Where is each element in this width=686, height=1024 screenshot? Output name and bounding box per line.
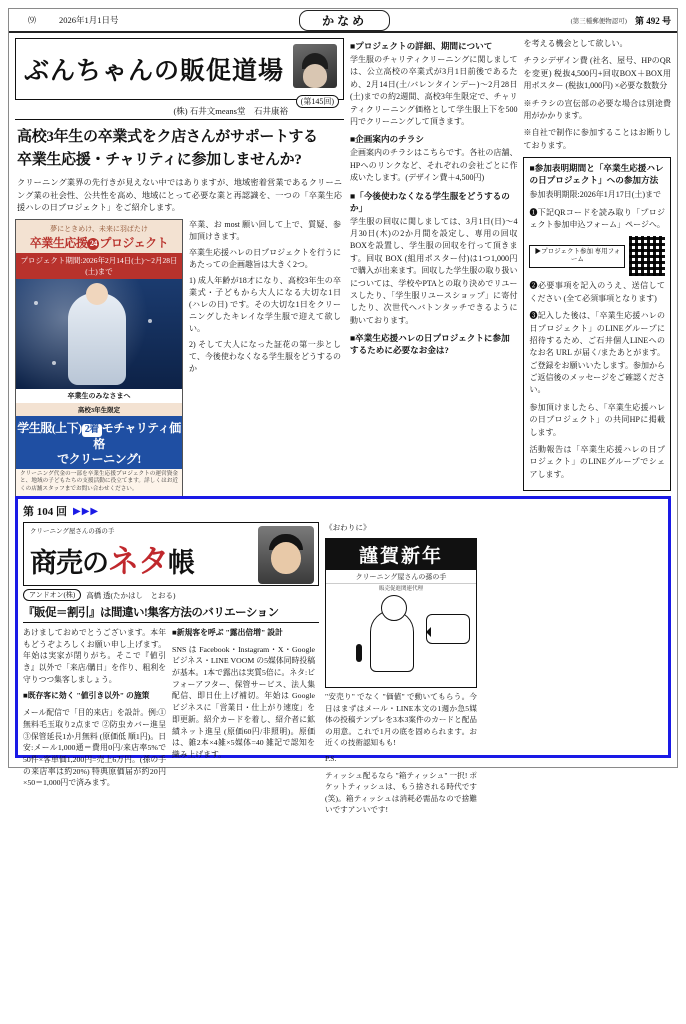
flyer-photo — [16, 279, 182, 389]
qr-code-icon[interactable] — [629, 236, 665, 276]
column-middle — [350, 38, 517, 493]
flyer-period: プロジェクト期間:2026年2月14日(土)〜2月28日(土)まで — [16, 253, 182, 279]
column-body — [23, 627, 319, 794]
column-body-col-2 — [172, 627, 315, 794]
application-form-button[interactable]: ▶プロジェクト参加 専用フォーム — [529, 245, 625, 268]
chevron-right-icon: ▶▶▶ — [73, 505, 100, 517]
postal-approval: (第三種郵便物認可) — [570, 17, 627, 25]
article-headline — [15, 120, 344, 175]
episode-counter: (第145回) — [296, 95, 339, 108]
company-tag: アンドオン(株) — [23, 589, 81, 601]
newspaper-page — [8, 8, 678, 814]
flyer-title-main: 卒業生応援 — [29, 236, 88, 251]
article-paragraph: 卒業、お most 願い回して上で、質疑、参加頂けきます。 — [189, 220, 341, 242]
section-heading: ■「今後使わなくなる学生服をどうするのか」 — [349, 190, 510, 213]
flyer-offer-item: 学生服(上下) — [17, 421, 82, 436]
flyer-offer — [16, 416, 182, 469]
article-paragraph: 1) 成人年齢が18才になり、高校3年生の卒業式・子どもから大人になる大切な1日 (ハレの日) です。その大切な1日をクリーニングしたキレイな学生服で迎えて欲しい。 — [189, 276, 341, 334]
flyer-title-tail: プロジェクト — [99, 236, 169, 251]
flyer-photo-figure — [68, 293, 126, 385]
application-step: ❷必要事項を記入のうえ、送信してください (全て必須事項となります) — [529, 281, 666, 303]
ad-illustration — [326, 592, 476, 688]
author-name: 高橋 透(たかはし とおる) — [86, 590, 176, 600]
application-box — [523, 157, 671, 491]
byline: (株) 石井文means堂 石井康裕 — [15, 100, 344, 120]
highlight-right — [325, 522, 477, 820]
ad-shop-line: 販売促進関連代理 — [378, 586, 423, 593]
sparkle-icon — [52, 361, 56, 365]
section-paragraph: ※自社で制作に参加することはお断りしております。 — [523, 128, 672, 150]
application-deadline: 参加表明期限:2026年1月17日(土)まで — [529, 190, 662, 200]
section-paragraph: 学生服の回収に関しましては、3月1日(日)〜4月30日(木)の2か月間を設定し、専用の回収BOXを設置し、学生服の回収を行って頂きます。回収 BOX (組用ポスター付)は1つ1,000円で購入が出来ます。回収した学生服の取り扱いについては、学校やPTAとの取り決めでリユースしたり、「学生服リユースショップ」に寄付したり、次世代へバトンタッチできるように動いております。 — [349, 216, 518, 325]
page-content — [9, 33, 677, 814]
application-step: ❶下記QRコードを読み取り「プロジェクト参加申込フォーム」ページへ。 — [529, 207, 666, 229]
sparkle-icon — [148, 319, 152, 323]
ps-body: ティッシュ配るなら "箱ティッシュ" 一択! ポケットティッシュは、もう捨される時代です(笑)。箱ティッシュは消耗必需品なので捨難いですアンいです! — [325, 770, 477, 814]
highlight-header — [23, 503, 663, 519]
column-paragraph: メール配信で「目的来店」を設計。例:①無料毛玉取り2点まで ②防虫カバー進呈 ③保管延長1か月無料 (原価低 順1円)。日安:メール1,000通＝費用0円/来店率5%で50件×客単価1,200円=売上6万円。(孫の手の来店率は約20%) 特典原価届が約20円×50＝1,000円で済みます。 — [23, 708, 166, 788]
issue-date: 2026年1月1日号 — [59, 15, 119, 25]
application-step: 参加頂けましたら、「卒業生応援ハレの日プロジェクト」の共同HPに掲載します。 — [529, 402, 666, 437]
section-paragraph: 学生服のチャリティクリーニングに関しましては、公立高校の卒業式が3月1日前後であるため、2月14日(土/バレンタインデー)〜2月28日(土)までの約2週間、高校3年生限定で、チャリティクリーニング価格として学生服上下を500円でクリーニングして頂きます。 — [349, 55, 518, 126]
application-step: ❸記入した後は、「卒業生応援ハレの日プロジェクト」のLINEグループに招待するため、ご石井個人LINEへのなお名 URL が届く/またあとがます。ご登録をお願いいたします。参加からご返信後のメッセージをご確認ください。 — [529, 311, 666, 395]
column-right — [523, 38, 671, 493]
column-body-col-1 — [23, 627, 166, 794]
highlighted-article — [15, 496, 671, 814]
flyer-grade: 高校3年生限定 — [16, 403, 182, 416]
headline-line-1: 高校3年生の卒業式をク店さんがサポートする — [17, 129, 318, 145]
column-logo-tail: 帳 — [168, 548, 194, 579]
new-year-ad — [325, 538, 477, 688]
highlight-left — [23, 522, 319, 820]
flyer-badge: 24 — [87, 238, 99, 250]
top-columns — [15, 38, 671, 493]
masthead — [9, 9, 677, 33]
column-logo-title — [30, 536, 194, 581]
section-paragraph: ※チラシの宣伝部の必要な場合は別途費用がかかります。 — [523, 98, 672, 120]
section-paragraph: を考える機会として欲しい。 — [523, 39, 628, 48]
highlight-right-text — [325, 522, 477, 533]
sparkle-icon — [34, 301, 38, 305]
flyer-tagline: 夢にときめけ、未来に羽ばたけ — [50, 225, 148, 234]
ad-character-icon — [370, 610, 414, 672]
flyer-note: クリーニング代金の一部を卒業生応援プロジェクトの運営資金と、地域の子どもたちの支援活動に役立てます。詳しくはお近くの店舗スタッフまでお問い合わせください。 — [20, 470, 178, 492]
article-banner — [15, 38, 344, 106]
section-paragraph: チラシデザイン費 (社名、屋号、HPのQRを変更) 税抜4,500円+回収BOX＋BOX用用ポスター (税抜1,000円) ×必要な数数分 — [523, 56, 672, 91]
flyer-offer-main: モチャリティ価格 — [93, 421, 181, 451]
flyer-caption: 卒業生のみなさまへ — [16, 389, 182, 403]
headline-line-2: 卒業生応援・チャリティに参加しませんか? — [17, 151, 302, 168]
column-logo-accent: ネタ — [108, 544, 168, 580]
highlight-right-text-2 — [325, 691, 477, 815]
issue-number: 第 492 号 — [634, 15, 671, 26]
campaign-flyer — [15, 219, 183, 501]
article-lead: クリーニング業界の先行きが見えない中ではありますが、地域密着営業であるクリーニング業の社会性、公共性を高め、地域にとって必要な業と再認識を、一つの「卒業生応援ハレの日プロジェクト」をご紹介します。 — [17, 178, 342, 213]
application-box-title: ■参加表明期間と「卒業生応援ハレの日プロジェクト」への参加方法 — [529, 163, 664, 186]
highlight-columns — [23, 522, 663, 820]
column-author-photo — [258, 526, 314, 584]
column-paragraph: 《おわりに》 — [325, 523, 371, 532]
publication-title: かなめ — [299, 10, 390, 31]
highlight-episode-number: 第 104 回 — [23, 506, 67, 518]
application-step: 活動報告は「卒業生応援ハレの日プロジェクト」のLINEグループでシェアします。 — [529, 445, 666, 479]
microphone-icon — [356, 644, 362, 662]
column-paragraph: "安売り" でなく "価値" で動いてもらう。今日はまずはメール・LINE本文の1週か急5媒体の投稿テンプレを3本3案件のカードと配品の用意。これで1月の底を固められます。お近くの技術認知もも! — [325, 692, 477, 747]
column-paragraph: あけましておめでとうございます。本年もどうぞよろしくお願い申し上げます。年始は実家が閉りがち。そこで『値引き』以外で「来店/購日」を作り、粗利を守りつつ集客しましょう。 — [23, 628, 166, 684]
application-form-row — [529, 236, 665, 276]
masthead-title-box — [119, 10, 571, 31]
banner-title: ぶんちゃんの販促道場 — [24, 56, 285, 85]
ps-label: P.S. — [325, 754, 337, 764]
speech-bubble-icon — [426, 614, 470, 644]
column-subheading: ■新規客を呼ぶ "露出倍増" 設計 — [172, 628, 283, 637]
section-heading: ■プロジェクトの詳細、期間について — [349, 41, 493, 51]
section-paragraph: 企画案内のチラシはこちらです。各社の店舗、HPへのリンクなど、それぞれの会社ごとに作成いたします。(デザイン費＋4,500円) — [349, 148, 518, 183]
column-logo-main: 商売の — [30, 548, 108, 579]
section-heading: ■企画案内のチラシ — [349, 134, 424, 145]
column-subheading: ■既存客に効く "値引き以外" の施策 — [23, 691, 150, 701]
column-subtitle: 『販促＝割引』は間違い!集客方法のバリエーション — [23, 604, 319, 623]
article-body-left — [189, 219, 341, 501]
author-portrait — [293, 44, 337, 88]
ad-title: 謹賀新年 — [326, 539, 476, 570]
flyer-title — [20, 234, 178, 251]
article-paragraph: 卒業生応援ハレの日プロジェクトを行うにあたっての企画趣旨は大きく2つ。 — [189, 248, 341, 270]
section-heading: ■卒業生応援ハレの日プロジェクトに参加するために必要なお金は? — [349, 333, 510, 356]
column-author-row — [23, 589, 319, 601]
left-lower-block — [15, 219, 344, 501]
ad-subtitle: クリーニング屋さんの孫の手 — [326, 570, 476, 584]
column-logo — [23, 522, 319, 586]
column-left — [15, 38, 344, 493]
flyer-offer-qty: 2着 — [82, 424, 102, 437]
article-paragraph: 2) そして大人になった証花の第一歩として、今後使わなくなる学生服をどうするのか — [189, 340, 341, 374]
page-number: ⑼ — [28, 15, 36, 25]
flyer-top — [16, 220, 182, 253]
flyer-offer-bottom: でクリーニング! — [57, 451, 141, 466]
column-logo-small: クリーニング屋さんの孫の手 — [30, 528, 115, 535]
column-paragraph: SNS は Facebook・Instagram・X・Google ビジネス・LINE VOOM の5媒体同時投稿が基本。1本で露出は実質5倍に。ネタ:ビフォーアフター、保管サービス、法人集配信、即日仕上げ補切。年始は Google ビジネスに「営業日・仕上がり速度」を即更新。紹介カードを着し、紹介者に鉱績ネット進呈 (原価60円/非照明)。原価は、雑2本×4雑×5媒体=40 雑記で認知を織み上げます。 — [172, 644, 315, 759]
